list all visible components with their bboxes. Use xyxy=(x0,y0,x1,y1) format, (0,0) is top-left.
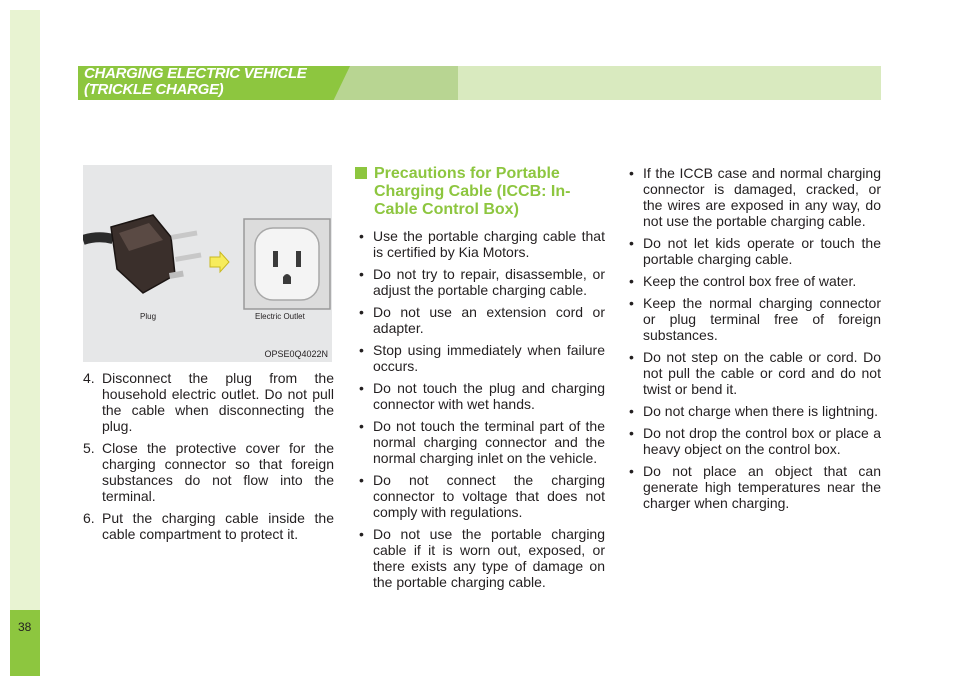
list-item xyxy=(355,380,605,412)
bullet-icon: • xyxy=(629,165,634,181)
bullet-icon: • xyxy=(359,342,364,358)
plug-label: Plug xyxy=(140,312,157,321)
step-item xyxy=(83,440,334,504)
step-item xyxy=(83,510,334,542)
bullet-icon: • xyxy=(359,526,364,542)
list-item-text: Do not try to repair, disassemble, or adjust the portable charging cable. xyxy=(373,266,605,298)
bullet-icon: • xyxy=(629,425,634,441)
list-item xyxy=(625,235,881,267)
side-strip xyxy=(10,10,40,610)
list-item-text: Use the portable charging cable that is certified by Kia Motors. xyxy=(373,228,605,260)
step-text: Put the charging cable inside the cable compartment to protect it. xyxy=(102,510,334,542)
list-item xyxy=(355,304,605,336)
precautions-title: Precautions for Portable Charging Cable (ICCB: In-Cable Control Box) xyxy=(374,165,571,218)
list-item-text: Do not touch the plug and charging connector with wet hands. xyxy=(373,380,605,412)
list-item-text: Keep the normal charging connector or plug terminal free of foreign substances. xyxy=(643,295,881,343)
list-item xyxy=(355,418,605,466)
header-accent xyxy=(330,66,458,100)
list-item-text: Do not place an object that can generate high temperatures near the charger when charging. xyxy=(643,463,881,511)
list-item xyxy=(625,349,881,397)
bullet-icon: • xyxy=(629,349,634,365)
list-item xyxy=(355,342,605,374)
list-item-text: Stop using immediately when failure occurs. xyxy=(373,342,605,374)
section-title xyxy=(84,66,307,98)
list-item-text: Do not use an extension cord or adapter. xyxy=(373,304,605,336)
list-item xyxy=(355,228,605,260)
list-item xyxy=(355,472,605,520)
bullet-icon: • xyxy=(359,304,364,320)
steps-column xyxy=(83,370,334,548)
step-item xyxy=(83,370,334,434)
bullet-icon: • xyxy=(629,235,634,251)
step-number: 4. xyxy=(83,370,95,386)
page-tab xyxy=(10,610,40,676)
step-text: Disconnect the plug from the household electric outlet. Do not pull the cable when disconnecting the plug. xyxy=(102,370,334,434)
list-item-text: Keep the control box free of water. xyxy=(643,273,857,289)
bullet-icon: • xyxy=(629,273,634,289)
page-number: 38 xyxy=(18,620,32,634)
list-item-text: Do not use the portable charging cable if it is worn out, exposed, or there exists any type of damage on the portable charging cable. xyxy=(373,526,605,590)
step-number: 5. xyxy=(83,440,95,456)
plug-outlet-figure xyxy=(83,165,332,362)
figure-code: OPSE0Q4022N xyxy=(264,349,328,359)
step-text: Close the protective cover for the charging connector so that foreign substances do not flow into the terminal. xyxy=(102,440,334,504)
list-item-text: Do not connect the charging connector to voltage that does not comply with regulations. xyxy=(373,472,605,520)
arrow-right-icon xyxy=(210,252,229,272)
plug-illustration xyxy=(83,165,332,362)
list-item xyxy=(625,295,881,343)
bullet-icon: • xyxy=(629,295,634,311)
precautions-heading xyxy=(355,165,605,219)
list-item xyxy=(625,463,881,511)
list-item-text: If the ICCB case and normal charging connector is damaged, cracked, or the wires are exposed in any way, do not use the portable charging cable. xyxy=(643,165,881,229)
list-item xyxy=(355,526,605,590)
list-item-text: Do not let kids operate or touch the portable charging cable. xyxy=(643,235,881,267)
precautions-column-1 xyxy=(355,165,605,596)
section-title-line1: CHARGING ELECTRIC VEHICLE xyxy=(84,65,307,82)
cable-icon xyxy=(83,237,113,240)
bullet-icon: • xyxy=(359,228,364,244)
bullet-icon: • xyxy=(629,463,634,479)
bullet-icon: • xyxy=(359,472,364,488)
bullet-icon: • xyxy=(359,418,364,434)
list-item xyxy=(625,425,881,457)
bullet-icon: • xyxy=(359,266,364,282)
list-item xyxy=(625,165,881,229)
electric-outlet-icon xyxy=(244,219,330,309)
square-bullet-icon xyxy=(355,167,367,179)
step-number: 6. xyxy=(83,510,95,526)
bullet-icon: • xyxy=(629,403,634,419)
section-title-line2: (TRICKLE CHARGE) xyxy=(84,81,224,98)
list-item xyxy=(355,266,605,298)
list-item-text: Do not drop the control box or place a heavy object on the control box. xyxy=(643,425,881,457)
precautions-column-2 xyxy=(625,165,881,517)
list-item xyxy=(625,273,881,289)
outlet-label: Electric Outlet xyxy=(255,312,305,321)
plug-icon xyxy=(111,215,201,293)
list-item-text: Do not charge when there is lightning. xyxy=(643,403,879,419)
bullet-icon: • xyxy=(359,380,364,396)
list-item xyxy=(625,403,881,419)
list-item-text: Do not step on the cable or cord. Do not pull the cable or cord and do not twist or bend it. xyxy=(643,349,881,397)
list-item-text: Do not touch the terminal part of the normal charging connector and the normal charging inlet on the vehicle. xyxy=(373,418,605,466)
